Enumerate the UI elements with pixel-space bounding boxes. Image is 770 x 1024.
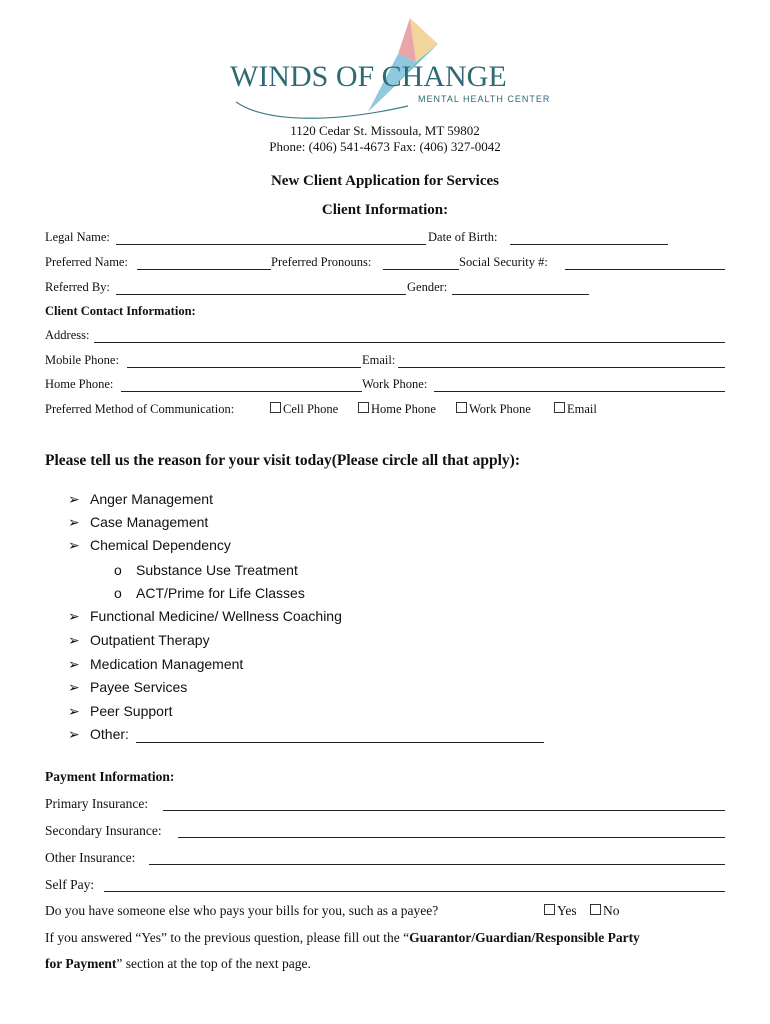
work-phone-label: Work Phone: [362,377,428,391]
address-label: Address: [45,328,90,342]
option-email[interactable]: Email [554,402,597,417]
secondary-insurance-field[interactable] [178,837,725,838]
referred-by-field[interactable] [116,294,406,295]
self-pay-label: Self Pay: [45,877,95,892]
page-title: New Client Application for Services [270,173,500,189]
checkbox-icon [358,402,369,413]
checkbox-icon [554,402,565,413]
section-title: Client Information: [321,202,449,218]
logo [228,14,551,124]
arrow-bullet-icon: ➢ [68,608,80,624]
other-reason-field[interactable] [136,742,544,743]
gender-field[interactable] [452,294,589,295]
gender-label: Gender: [407,280,448,294]
logo-text: WINDS OF CHANGE [230,60,507,93]
dob-field[interactable] [510,244,668,245]
checkbox-icon [456,402,467,413]
list-item[interactable]: ➢ Peer Support [68,703,173,719]
primary-insurance-field[interactable] [163,810,725,811]
option-work-phone[interactable]: Work Phone [456,402,531,417]
arrow-bullet-icon: ➢ [68,679,80,695]
referred-by-label: Referred By: [45,280,110,294]
ssn-field[interactable] [565,269,725,270]
payment-heading: Payment Information: [45,769,175,784]
payee-note-line1: If you answered “Yes” to the previous question, please fill out the “Guarantor/Guardian/Responsible Party [45,930,640,945]
primary-insurance-label: Primary Insurance: [45,796,149,811]
address-line: 1120 Cedar St. Missoula, MT 59802 [290,123,480,138]
work-phone-field[interactable] [434,391,725,392]
contact-heading: Client Contact Information: [45,304,196,318]
circle-bullet-icon: o [114,562,122,578]
list-item[interactable]: ➢ Outpatient Therapy [68,632,210,648]
swoosh-icon [228,84,428,124]
self-pay-field[interactable] [104,891,725,892]
secondary-insurance-label: Secondary Insurance: [45,823,162,838]
sub-list-item[interactable]: o ACT/Prime for Life Classes [114,585,305,601]
preferred-name-field[interactable] [137,269,271,270]
phone-line: Phone: (406) 541-4673 Fax: (406) 327-0042 [269,139,501,154]
list-item[interactable]: ➢ Chemical Dependency [68,537,231,553]
option-home-phone[interactable]: Home Phone [358,402,436,417]
list-item[interactable]: ➢ Anger Management [68,491,213,507]
arrow-bullet-icon: ➢ [68,491,80,507]
home-phone-label: Home Phone: [45,377,114,391]
circle-bullet-icon: o [114,585,122,601]
arrow-bullet-icon: ➢ [68,703,80,719]
legal-name-field[interactable] [116,244,426,245]
preferred-name-label: Preferred Name: [45,255,128,269]
list-item[interactable]: ➢ Medication Management [68,656,244,672]
mobile-phone-field[interactable] [127,367,361,368]
home-phone-field[interactable] [121,391,362,392]
sub-list-item[interactable]: o Substance Use Treatment [114,562,298,578]
checkbox-icon [544,904,555,915]
other-insurance-label: Other Insurance: [45,850,136,865]
payee-no-option[interactable]: No [590,903,620,919]
ssn-label: Social Security #: [459,255,548,269]
arrow-bullet-icon: ➢ [68,537,80,553]
list-item-other[interactable]: ➢ Other: [68,726,129,742]
pronouns-label: Preferred Pronouns: [271,255,372,269]
arrow-bullet-icon: ➢ [68,656,80,672]
pronouns-field[interactable] [383,269,459,270]
payee-yes-option[interactable]: Yes [544,903,577,919]
address-field[interactable] [94,342,725,343]
pref-method-label: Preferred Method of Communication: [45,402,235,416]
reason-heading: Please tell us the reason for your visit today(Please circle all that apply): [45,452,520,469]
legal-name-label: Legal Name: [45,230,110,244]
arrow-bullet-icon: ➢ [68,632,80,648]
option-cell-phone[interactable]: Cell Phone [270,402,338,417]
list-item[interactable]: ➢ Functional Medicine/ Wellness Coaching [68,608,342,624]
payee-note-line2: for Payment” section at the top of the next page. [45,956,311,971]
other-insurance-field[interactable] [149,864,725,865]
list-item[interactable]: ➢ Case Management [68,514,209,530]
checkbox-icon [270,402,281,413]
list-item[interactable]: ➢ Payee Services [68,679,188,695]
logo-subtitle: MENTAL HEALTH CENTER [418,94,551,104]
arrow-bullet-icon: ➢ [68,514,80,530]
email-label: Email: [362,353,396,367]
mobile-phone-label: Mobile Phone: [45,353,119,367]
dob-label: Date of Birth: [428,230,498,244]
email-field[interactable] [398,367,725,368]
arrow-bullet-icon: ➢ [68,726,80,742]
payee-question: Do you have someone else who pays your bills for you, such as a payee? [45,903,439,918]
checkbox-icon [590,904,601,915]
